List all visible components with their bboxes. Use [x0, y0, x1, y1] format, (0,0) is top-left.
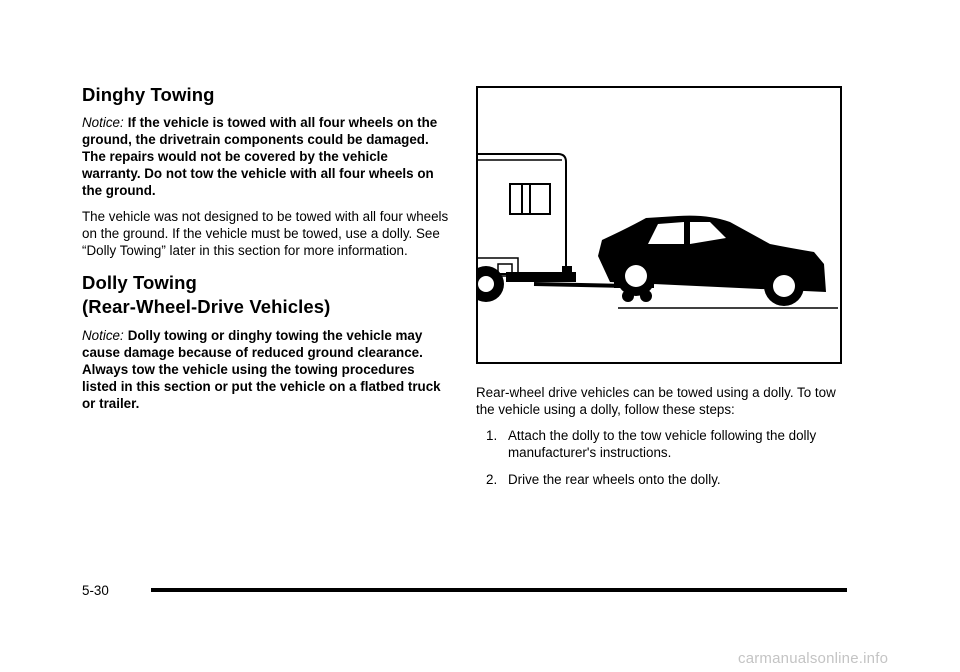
- footer-divider: [151, 588, 847, 592]
- step-text: Attach the dolly to the tow vehicle following the dolly manufacturer's instructions.: [508, 428, 817, 460]
- step-text: Drive the rear wheels onto the dolly.: [508, 472, 721, 487]
- notice-dolly: [82, 327, 450, 412]
- page-number: 5-30: [82, 583, 109, 598]
- step-number: 1.: [486, 428, 498, 443]
- car-on-dolly-icon: [478, 88, 840, 362]
- paragraph-dinghy-info: The vehicle was not designed to be towed with all four wheels on the ground. If the vehicle must be towed, use a dolly. See “Dolly Towing” later in this section for more information.: [82, 209, 449, 258]
- heading-line-1: Dolly Towing: [82, 272, 197, 293]
- dolly-instructions: [476, 384, 846, 488]
- heading-line-2: (Rear-Wheel-Drive Vehicles): [82, 296, 331, 317]
- notice-label: Notice:: [82, 115, 124, 130]
- notice-label: Notice:: [82, 328, 124, 343]
- notice-text: Dolly towing or dinghy towing the vehicle may cause damage because of reduced ground clearance. Always tow the vehicle using the towing procedures listed in this section or put the vehicle on a flatbed truck or trailer.: [82, 328, 441, 411]
- step-number: 2.: [486, 472, 498, 487]
- list-item: [476, 427, 846, 461]
- watermark: carmanualsonline.info: [738, 650, 889, 667]
- list-item: [476, 471, 846, 488]
- section-heading-dolly-towing: [82, 271, 450, 319]
- right-column: [476, 86, 846, 498]
- section-heading-dinghy-towing: Dinghy Towing: [82, 84, 215, 105]
- car-on-dolly-illustration: [476, 86, 842, 364]
- steps-list: [476, 427, 846, 488]
- left-column: [82, 84, 450, 421]
- notice-dinghy: [82, 114, 450, 199]
- notice-text: If the vehicle is towed with all four wheels on the ground, the drivetrain components could be damaged. The repairs would not be covered by the vehicle warranty. Do not tow the vehicle with all four wheels on the ground.: [82, 115, 438, 198]
- paragraph-dolly-intro: Rear-wheel drive vehicles can be towed using a dolly. To tow the vehicle using a dolly, follow these steps:: [476, 385, 836, 417]
